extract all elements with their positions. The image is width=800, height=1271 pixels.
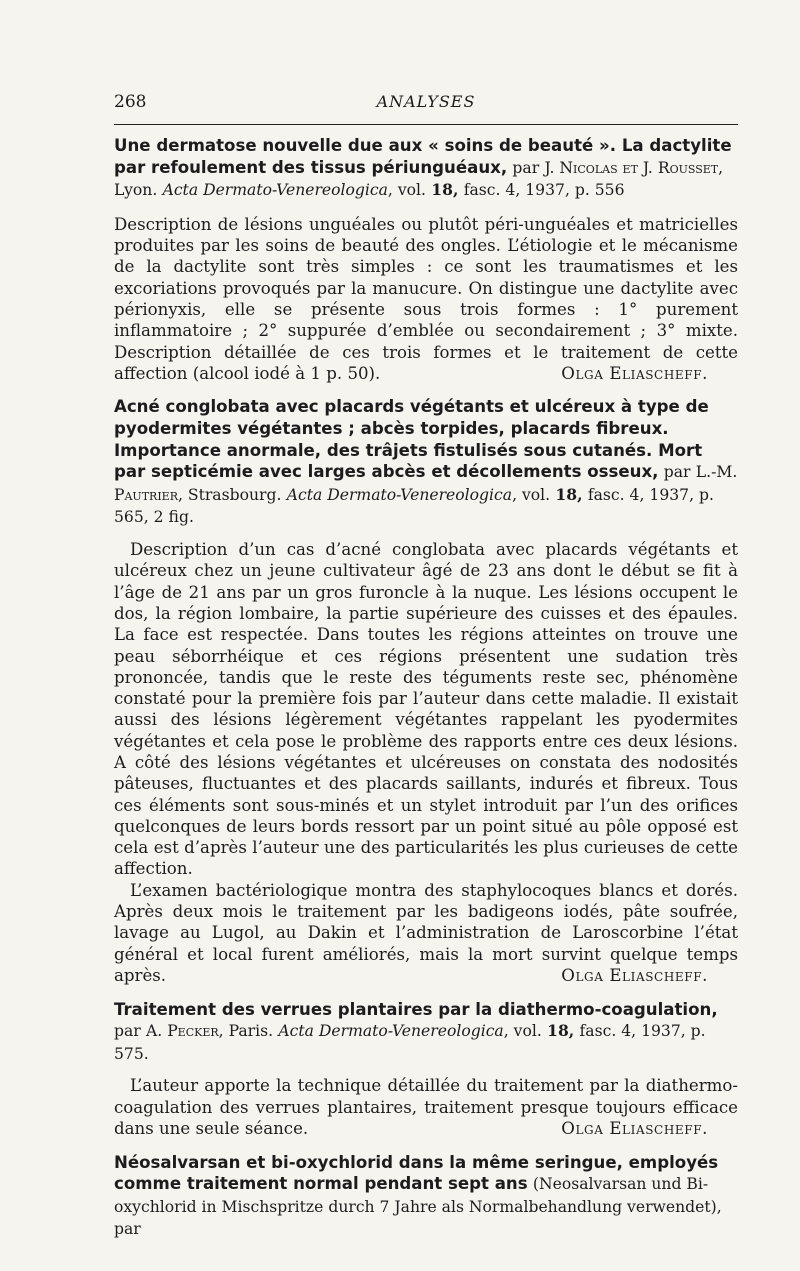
article-title-block — [114, 1152, 738, 1241]
paragraph: L’auteur apporte la technique détaillée du traitement par la diathermo-coagulation des verrues plantaires, traitement presque toujours efficace dans une seule séance. — [114, 1076, 738, 1138]
article-issue: fasc. 4, 1937, p. 565, 2 fig. — [114, 485, 714, 527]
article-issue: fasc. 4, 1937, p. 556 — [463, 181, 625, 200]
article-issue: fasc. 4, 1937, p. 575. — [114, 1022, 706, 1063]
article-signature: Olga Eliascheff. — [561, 966, 708, 986]
article-1 — [114, 135, 738, 384]
article-journal: Acta Dermato-Venereologica — [278, 1022, 504, 1041]
running-title: ANALYSES — [376, 92, 476, 111]
article-authors: L.-M. Pautrier — [114, 463, 738, 504]
article-vol: 18, — [547, 1021, 575, 1041]
article-author-prefix: par — [512, 158, 540, 177]
article-title-block: Une dermatose nouvelle due aux « soins de beauté ». La dactylite par refoulement des tissus périunguéaux, par J. Nicolas et J. Rousset, Lyon. Acta Dermato-Venereologica, vol. 18, fasc. 4, 1937, p. 556 — [114, 136, 732, 200]
signature-line — [114, 965, 738, 986]
article-title: Traitement des verrues plantaires par la diathermo-coagulation, — [114, 999, 718, 1019]
article-translation: (Neosalvarsan und Bi-oxychlorid in Mischspritze durch 7 Jahre als Normalbehandlung verwendet), — [114, 1175, 722, 1216]
article-author-prefix: par — [663, 463, 691, 482]
article-vol: 18, — [555, 484, 583, 504]
article-body — [114, 214, 738, 384]
article-author-prefix: par — [114, 1022, 141, 1041]
article-author-prefix: par — [114, 1220, 141, 1239]
article-title: Une dermatose nouvelle due aux « soins de beauté ». La dactylite par refoulement des tissus périunguéaux, — [114, 136, 732, 177]
article-body — [114, 539, 738, 986]
article-vol-label: vol. — [397, 181, 426, 200]
paragraph: L’examen bactériologique montra des staphylocoques blancs et dorés. Après deux mois le traitement par les badigeons iodés, pâte soufrée, lavage au Lugol, au Dakin et l’administration de Laroscorbine l’état général et local furent améliorés, mais la mort survint quelque temps après. — [114, 880, 738, 985]
header-rule — [114, 124, 738, 125]
article-location: Strasbourg. — [187, 485, 282, 504]
article-4 — [114, 1152, 738, 1241]
article-vol: 18, — [431, 180, 459, 200]
article-authors: A. Pecker — [146, 1022, 219, 1041]
paragraph: Description de lésions unguéales ou plutôt péri-unguéales et matricielles produites par les soins de beauté des ongles. L’étiologie et le mécanisme de la dactylite sont très simples : ce sont les traumatismes et les excoriations provoqués par la manucure. On distingue une dactylite avec périonyxis, elle se présente sous trois formes : 1° purement inflammatoire ; 2° suppurée d’emblée ou secondairement ; 3° mixte. Description détaillée de ces trois formes et le traitement de cette affection (alcool iodé à 1 p. 50). — [114, 214, 738, 383]
article-location: Paris. — [228, 1022, 274, 1041]
page-number: 268 — [114, 92, 147, 112]
article-journal: Acta Dermato-Venereologica — [286, 485, 513, 504]
paragraph: Description d’un cas d’acné conglobata avec placards végétants et ulcéreux chez un jeune cultivateur âgé de 23 ans dont le début se fit à l’âge de 21 ans par un gros furoncle à la nuque. Les lésions occupent le dos, la région lombaire, la partie supérieure des cuisses et des épaules. La face est respectée. Dans toutes les régions atteintes on trouve une peau séborrhéique et ces régions présentent une sudation très prononcée, tandis que le reste des téguments reste sec, phénomène constaté pour la première fois par l’auteur dans cette maladie. Il existait aussi des lésions légèrement végétantes rappelant les pyodermites végétantes et cela pose le problème des rapports entre ces deux lésions. A côté des lésions végétantes et ulcéreuses on constata des nodosités pâteuses, fluctuantes et des placards saillants, indurés et fibreux. Tous ces éléments sont sous-minés et un stylet introduit par l’un des orifices quelconques de leurs bords ressort par un point situé au pôle opposé est cela est d’après l’auteur une des particularités les plus curieuses de cette affection. — [114, 540, 738, 879]
article-signature: Olga Eliascheff. — [561, 364, 708, 384]
article-title: Acné conglobata avec placards végétants et ulcéreux à type de pyodermites végétantes ; abcès torpides, placards fibreux. Importance anormale, des trâjets fistulisés sous cutanés. Mort par septicémie avec larges abcès et décollements osseux, — [114, 397, 709, 482]
article-location: Lyon. — [114, 181, 158, 200]
article-title-block: Traitement des verrues plantaires par la diathermo-coagulation, par A. Pecker, Paris. Acta Dermato-Venereologica, vol. 18, fasc. 4, 1937, p. 575. — [114, 999, 718, 1063]
article-vol-label: vol. — [513, 1022, 542, 1041]
article-authors: J. Nicolas et J. Rousset — [544, 158, 719, 177]
article-3 — [114, 999, 738, 1140]
page — [114, 88, 738, 1241]
article-title: Néosalvarsan et bi-oxychlorid dans la même seringue, employés comme traitement normal pendant sept ans — [114, 1152, 719, 1194]
article-signature: Olga Eliascheff. — [561, 1119, 708, 1139]
article-vol-label: vol. — [521, 485, 551, 504]
page-header — [114, 88, 738, 118]
article-journal: Acta Dermato-Venereologica — [162, 181, 388, 200]
article-title-block: Acné conglobata avec placards végétants et ulcéreux à type de pyodermites végétantes ; abcès torpides, placards fibreux. Importance anormale, des trâjets fistulisés sous cutanés. Mort par septicémie avec larges abcès et décollements osseux, par L.-M. Pautrier, Strasbourg. Acta Dermato-Venereologica, vol. 18, fasc. 4, 1937, p. 565, 2 fig. — [114, 397, 738, 527]
article-2 — [114, 396, 738, 986]
